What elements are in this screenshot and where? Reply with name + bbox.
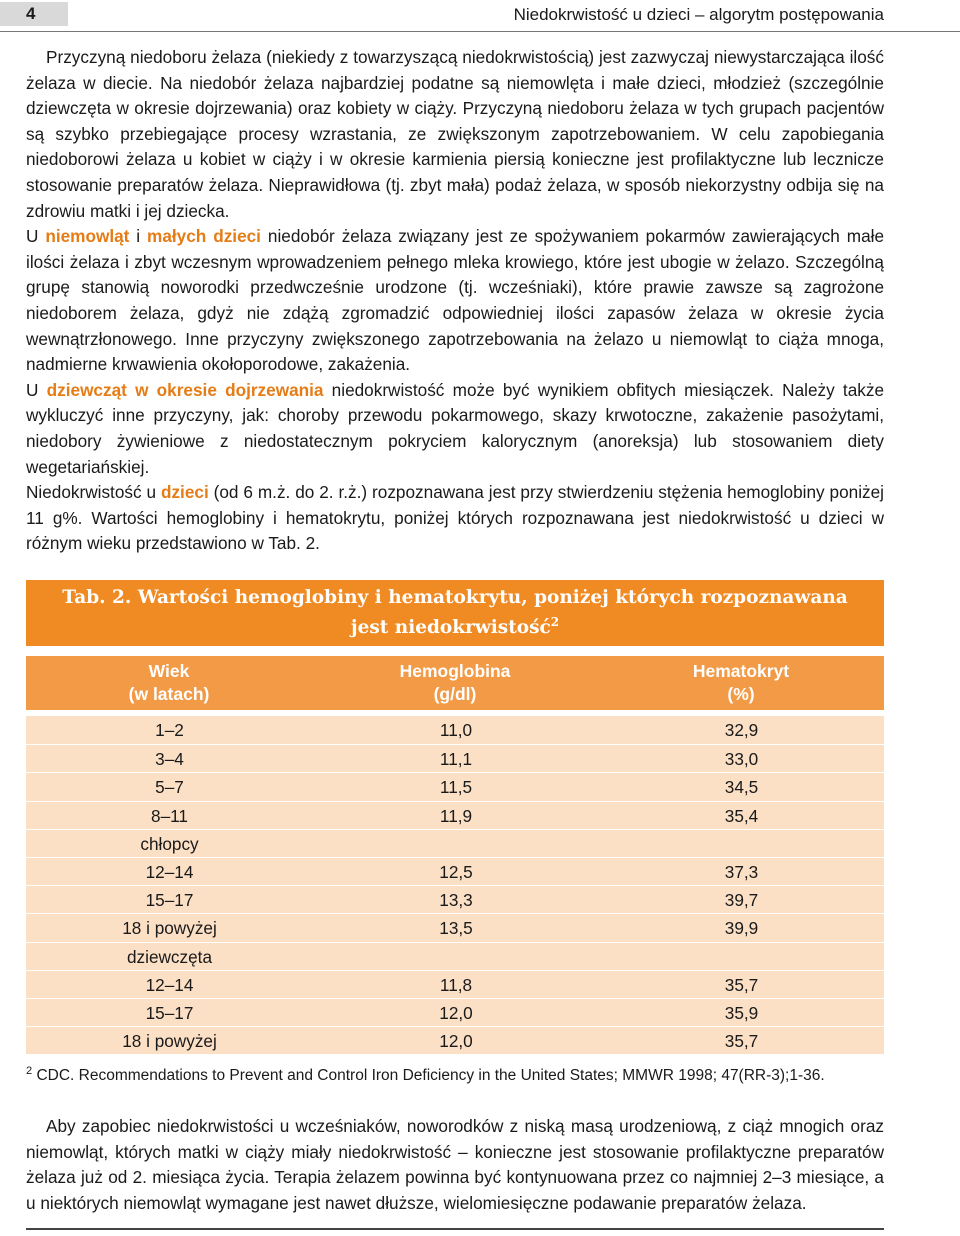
cell-hematocrit: 37,3 <box>724 861 759 882</box>
cell-hematocrit: 39,7 <box>724 890 759 911</box>
footnote-text: CDC. Recommendations to Prevent and Control Iron Deficiency in the United States; MMWR 1998; 47(RR-3);1-36. <box>36 1067 825 1085</box>
table-body <box>26 716 884 1054</box>
table-row <box>26 744 884 772</box>
paragraph-causes: Przyczyną niedoboru żelaza (niekiedy z towarzyszącą niedokrwistością) jest zazwyczaj niewystarczająca ilość żelaza w diecie. Na niedobór żelaza najbardziej podatne są niemowlęta i małe dzieci, młodzież (szczególnie dziewczęta w okresie dojrzewania) oraz kobiety w ciąży. Przyczyną niedoboru żelaza w tych grupach pacjentów są szybko przebiegające procesy wzrastania, ze zwiększonym zapotrzebowaniem. W celu zapobiegania niedoborowi żelaza u kobiet w ciąży i w okresie karmienia piersią konieczne jest profilaktyczne lub lecznicze stosowanie preparatów żelaza. Nieprawidłowa (tj. zbyt mała) podaż żelaza, w sposób niekorzystny odbija się na zdrowiu matki i jej dziecka. <box>26 47 884 221</box>
cell-hematocrit: 35,4 <box>724 805 759 826</box>
paragraph-infants <box>26 224 884 378</box>
footnote-mark: 2 <box>26 1065 33 1077</box>
cell-hemoglobin <box>313 943 599 970</box>
cell-age: 12–14 <box>145 974 194 995</box>
footnote <box>26 1060 906 1087</box>
cell-age: 1–2 <box>155 720 184 740</box>
paragraph-prevention: Aby zapobiec niedokrwistości u wcześniaków, noworodków z niską masą urodzeniową, z ciąż mnogich oraz niemowląt, których matki w ciąży miały niedokrwistość – konieczne jest stosowanie profilaktyczne preparatów żelaza już od 2. miesiąca życia. Terapia żelazem powinna być kontynuowana przez co najmniej 2–3 miesiące, a u niektórych niemowląt wymagane jest nawet dłuższe, wielomiesięczne podawanie preparatów żelaza. <box>26 1116 884 1213</box>
cell-age: chłopcy <box>140 833 199 854</box>
table-row <box>26 942 884 970</box>
table-header-cell <box>26 656 312 710</box>
text-span: i <box>129 226 148 247</box>
cell-hematocrit <box>599 943 884 970</box>
table-header <box>26 656 884 710</box>
table-title-text: jest niedokrwistość <box>350 617 551 639</box>
highlight-children: dzieci <box>160 482 209 503</box>
cell-hemoglobin: 13,3 <box>439 890 473 911</box>
cell-age: 15–17 <box>145 1002 194 1023</box>
table-row <box>26 913 884 941</box>
cell-hemoglobin: 12,5 <box>439 861 473 882</box>
highlight-adolescent-girls: dziewcząt w okresie dojrzewania <box>46 379 324 400</box>
header-unit: (%) <box>727 684 755 704</box>
cell-age: 18 i powyżej <box>122 1031 217 1052</box>
highlight-small-children: małych dzieci <box>147 226 261 247</box>
text-span: niedobór żelaza związany jest ze spożywaniem pokarmów zawierających małe ilości żelaza i zbyt wczesnym wprowadzeniem pełnego mleka krowiego, które jest ubogie w żelazo. Szczególną grupę stanowią noworodki przedwcześnie urodzone (tj. wcześniaki), które prawie zawsze są zagrożone niedoborem żelaza, gdyż nie zdążą zgromadzić odpowiedniej ilości zapasów żelaza w okresie życia wewnątrzłonowego. Inne przyczyny zwiększonego zapotrzebowania na żelazo u niemowląt to ciąża mnoga, nadmierne krwawienia okołoporodowe, zakażenia. <box>26 226 885 375</box>
header-label: Hemoglobina <box>399 661 511 681</box>
cell-hematocrit: 35,7 <box>724 1031 759 1052</box>
cell-hemoglobin: 12,0 <box>439 1002 473 1023</box>
table-row <box>26 857 884 885</box>
closing-text <box>26 1114 884 1216</box>
cell-hemoglobin: 11,0 <box>439 720 473 740</box>
running-title: Niedokrwistość u dzieci – algorytm postępowania <box>513 5 884 24</box>
cell-age: 8–11 <box>151 805 188 826</box>
footer-divider <box>26 1228 884 1230</box>
table-row <box>26 885 884 913</box>
cell-age: dziewczęta <box>126 946 213 967</box>
table-title <box>26 580 884 646</box>
table-header-cell <box>312 656 598 710</box>
cell-hematocrit: 35,7 <box>724 974 759 995</box>
header-divider <box>0 31 960 32</box>
table-row <box>26 829 884 857</box>
header-unit: (g/dl) <box>433 684 477 704</box>
highlight-infants: niemowląt <box>45 226 130 247</box>
text-span: U <box>26 379 47 400</box>
cell-hematocrit: 32,9 <box>724 720 759 740</box>
page-number: 4 <box>0 2 68 26</box>
cell-age: 12–14 <box>145 861 194 882</box>
cell-hemoglobin <box>313 830 599 857</box>
table-row <box>26 772 884 800</box>
cell-age: 3–4 <box>155 749 184 770</box>
cell-hemoglobin: 11,8 <box>439 974 473 995</box>
text-span: U <box>26 226 46 247</box>
header-label: Hematokryt <box>692 661 790 681</box>
cell-hemoglobin: 12,0 <box>439 1031 473 1052</box>
cell-age: 18 i powyżej <box>122 918 217 939</box>
table-title-line1: Tab. 2. Wartości hemoglobiny i hematokrytu, poniżej których rozpoznawana <box>62 587 848 609</box>
cell-hematocrit: 34,5 <box>724 777 759 798</box>
table-row <box>26 998 884 1026</box>
table-row <box>26 970 884 998</box>
paragraph-adolescent-girls <box>26 378 884 480</box>
footnote-ref: 2 <box>550 615 560 630</box>
header-label: Wiek <box>148 661 190 681</box>
text-span: (od 6 m.ż. do 2. r.ż.) rozpoznawana jest przy stwierdzeniu stężenia hemoglobiny poniżej 11 g%. Wartości hemoglobiny i hematokrytu, poniżej których rozpoznawana jest niedokrwistość u dzieci w różnym wieku przedstawiono w Tab. 2. <box>26 482 884 554</box>
cell-hemoglobin: 13,5 <box>439 918 473 939</box>
header-unit: (w latach) <box>128 684 210 704</box>
cell-hematocrit: 33,0 <box>724 749 759 770</box>
text-span: Niedokrwistość u <box>26 482 161 503</box>
cell-hematocrit: 35,9 <box>724 1002 759 1023</box>
table-row <box>26 1026 884 1054</box>
paragraph-children-diagnosis <box>26 480 884 557</box>
cell-hematocrit: 39,9 <box>724 918 759 939</box>
table-header-cell <box>598 656 884 710</box>
table-title-line2 <box>26 610 884 640</box>
cell-hemoglobin: 11,9 <box>439 805 473 826</box>
text-span: niedokrwistość może być wynikiem obfitych miesiączek. Należy także wykluczyć inne przyczyny, jak: choroby przewodu pokarmowego, skazy krwotoczne, zakażenie pasożytami, niedobory żywieniowe z niedostatecznym pokryciem kalorycznym (anoreksja) lub stosowaniem diety wegetariańskiej. <box>26 379 885 477</box>
cell-age: 5–7 <box>155 777 184 798</box>
cell-age: 15–17 <box>145 890 194 911</box>
table-row <box>26 801 884 829</box>
body-text <box>26 45 884 557</box>
cell-hemoglobin: 11,5 <box>439 777 473 798</box>
cell-hemoglobin: 11,1 <box>439 749 473 770</box>
cell-hematocrit <box>599 830 884 857</box>
table-row <box>26 716 884 744</box>
